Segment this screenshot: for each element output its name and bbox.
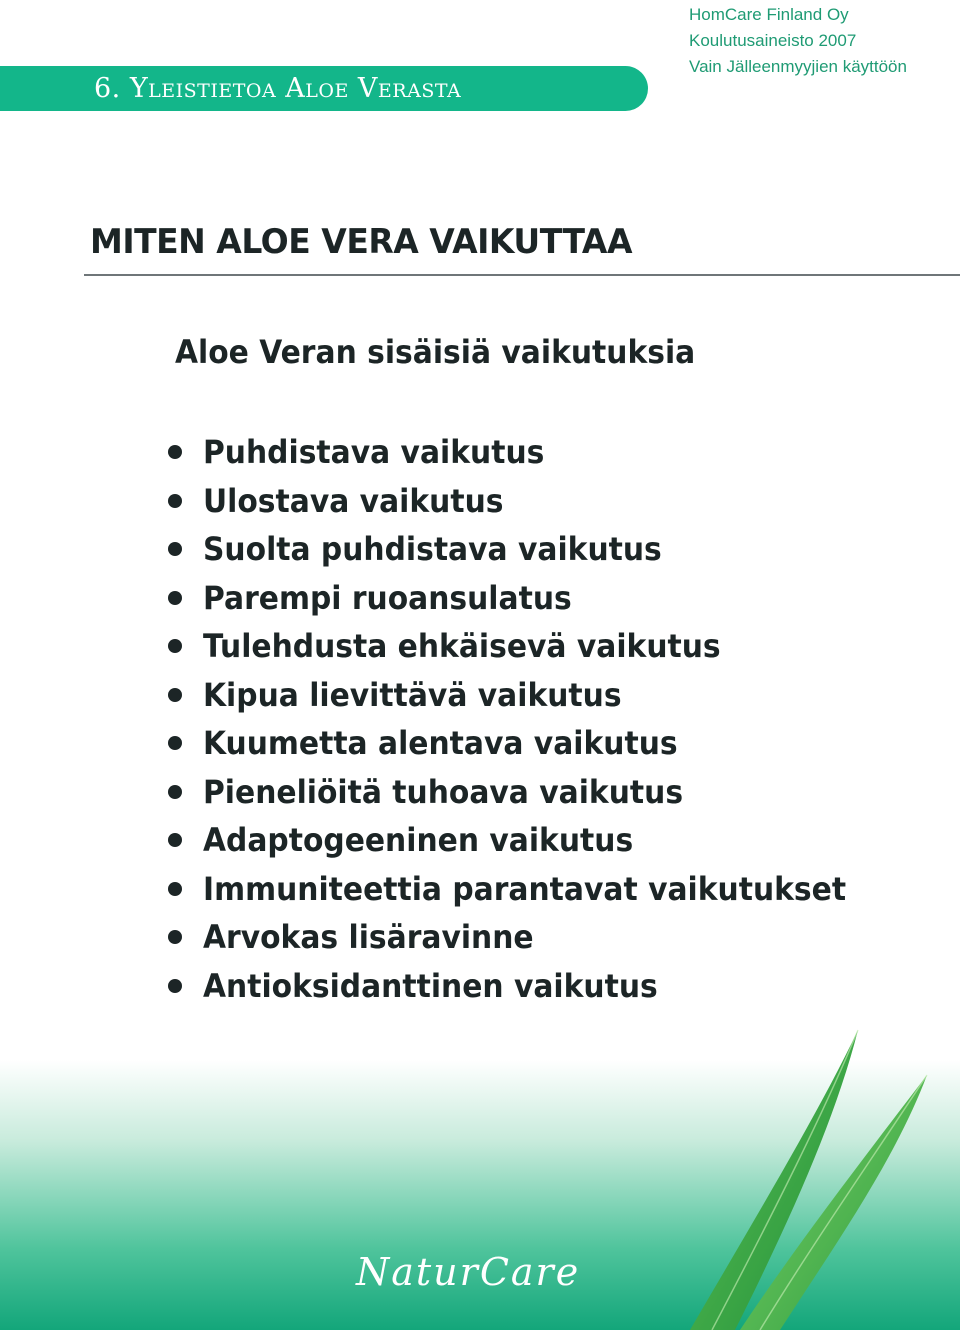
list-item-text: Adaptogeeninen vaikutus [203, 821, 634, 860]
bullet-icon [168, 979, 182, 993]
list-item [168, 525, 894, 574]
list-item [168, 816, 894, 865]
list-item-text: Kipua lievittävä vaikutus [203, 675, 622, 714]
bullet-icon [168, 833, 182, 847]
list-item [168, 768, 894, 817]
list-item [168, 913, 894, 962]
list-item [168, 622, 894, 671]
list-item [168, 477, 894, 526]
list-item-text: Pieneliöitä tuhoava vaikutus [203, 772, 684, 811]
heading-divider [84, 274, 960, 276]
list-item [168, 719, 894, 768]
list-item [168, 574, 894, 623]
company-name: HomCare Finland Oy [689, 5, 849, 24]
bullet-icon [168, 639, 182, 653]
list-item [168, 671, 894, 720]
bullet-icon [168, 930, 182, 944]
chapter-band [0, 66, 648, 111]
list-item [168, 428, 894, 477]
bullet-icon [168, 591, 182, 605]
list-item-text: Kuumetta alentava vaikutus [203, 724, 678, 763]
list-item [168, 865, 894, 914]
list-item-text: Arvokas lisäravinne [203, 918, 534, 957]
list-item-text: Parempi ruoansulatus [203, 578, 572, 617]
bullet-icon [168, 785, 182, 799]
bullet-icon [168, 688, 182, 702]
list-item-text: Antioksidanttinen vaikutus [203, 966, 658, 1005]
material-label: Koulutusaineisto 2007 [689, 31, 857, 50]
list-item [168, 962, 894, 1011]
effects-list [168, 428, 894, 1010]
page-heading: MITEN ALOE VERA VAIKUTTAA [90, 222, 633, 262]
naturcare-logo: NaturCare [356, 1250, 581, 1294]
list-item-text: Ulostava vaikutus [203, 481, 504, 520]
bullet-icon [168, 882, 182, 896]
audience-note: Vain Jälleenmyyjien käyttöön [689, 57, 907, 76]
chapter-title: 6. Yleistietoa Aloe Verasta [94, 73, 462, 104]
bullet-icon [168, 542, 182, 556]
list-item-text: Puhdistava vaikutus [203, 433, 545, 472]
bullet-icon [168, 736, 182, 750]
bullet-icon [168, 445, 182, 459]
list-item-text: Immuniteettia parantavat vaikutukset [203, 869, 847, 908]
list-item-text: Tulehdusta ehkäisevä vaikutus [203, 627, 721, 666]
bullet-icon [168, 494, 182, 508]
section-heading: Aloe Veran sisäisiä vaikutuksia [175, 333, 696, 371]
document-meta [689, 2, 907, 80]
list-item-text: Suolta puhdistava vaikutus [203, 530, 662, 569]
